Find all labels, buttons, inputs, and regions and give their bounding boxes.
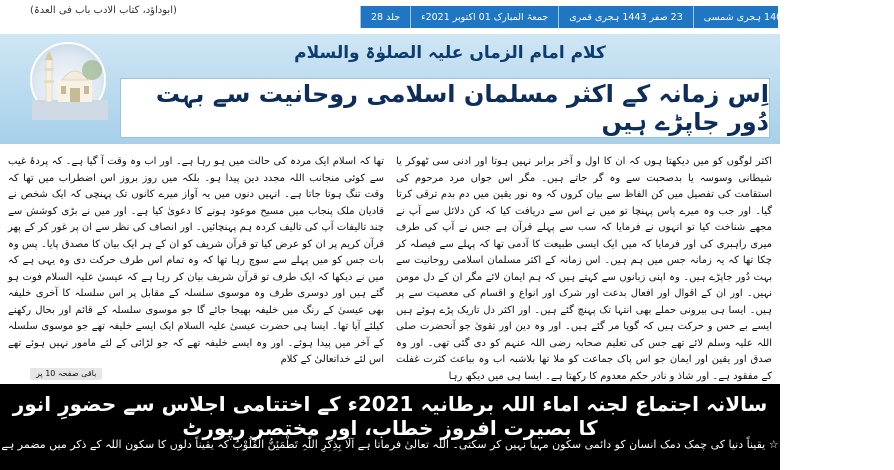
article-columns xyxy=(8,154,772,382)
main-title-box xyxy=(120,78,770,138)
bottom-headline[interactable]: سالانہ اجتماع لجنہ اماء اللہ برطانیہ 2021ء کے اختتامی اجلاس سے حضورِ انور کا بصیرت افروز خطاب، اور مختصر رپورٹ xyxy=(12,392,768,440)
issue-shamsi-date: 01 اخاء 1400 ہجری شمسی xyxy=(693,6,832,28)
article-column-left: تھا کہ اسلام ایک مردہ کی حالت میں ہو رہا ہے۔ اور اب وہ وقت آ گیا ہے۔ کہ پردۂ غیب سے کوئی منجانب اللہ مجدد دین پیدا ہو۔ بلکہ میں روز بروز اس اضطراب میں تھا کہ وقت تنگ ہوتا جاتا ہے۔ انہیں دنوں میں یہ آواز میرے کانوں تک پہنچی کہ ایک شخص نے قادیان ملک پنجاب میں مسیح موعود ہونے کا دعویٰ کیا ہے۔ اور میں نے بڑی کوشش سے چند تالیفات آپ کی تالیف کردہ ہم پہنچائیں۔ اور انصاف کی نظر سے ان پر غور کر کے پھر قرآن کریم پر ان کو عرض کیا تو قرآن شریف کو ان کے ہر ایک بیان کا مصدق پایا۔ پس وہ بات جس کو میں پہلے سے سوچ رہا تھا کہ وہ تمام اس طرف حرکت دی وہ یہی ہے کہ میں نے دیکھا کہ ایک طرف تو قرآن شریف بیان کر رہا ہے کہ عیسیٰ علیہ السلام فوت ہو گئے ہیں اور دوسری طرف وہ موسوی سلسلہ کے مقابل پر اس سلسلہ کا آخری خلیفہ بھی عیسیٰ کے رنگ میں خلیفہ بھیجا جائے گا جو موسوی سلسلہ کے قائم اور بحال رکھنے کیلئے آیا تھا۔ ایسا ہی حضرت عیسیٰ علیہ السلام ایک ایسے خلیفہ تھے جو موسوی سلسلہ کے آخر میں پیدا ہوئے۔ اور وہ ایسے خلیفہ تھے کہ جو لڑائی کے لئے مامور نہیں ہوئے تھے اس لئے خداتعالیٰ کے کلام xyxy=(8,156,384,365)
mosque-icon xyxy=(30,42,106,118)
issue-volume: جلد 28 xyxy=(360,6,410,28)
top-quote-text: (ابوداؤد، کتاب الادب باب فی العدۃ) xyxy=(30,5,177,16)
top-quote xyxy=(0,0,330,22)
issue-info-strip xyxy=(360,6,884,28)
bottom-subheadline: ☆ یقیناً دنیا کی چمک دمک انسان کو دائمی سکون مہیا نہیں کر سکتی۔ اللہ تعالیٰ فرماتا ہے اَلَا بِذِکْرِ اللّٰہِ تَطْمَئِنُّ الْقُلُوْبُ کہ یقیناً دلوں کا سکون اللہ کے ذکر میں مضمر ہے xyxy=(1,438,779,451)
issue-day-date: جمعۃ المبارک 01 اکتوبر 2021ء xyxy=(410,6,558,28)
main-title: اِس زمانہ کے اکثر مسلمان اسلامی روحانیت سے بہت دُور جاپڑے ہیں xyxy=(155,80,769,136)
continued-page-tag: باقی صفحہ 10 پر xyxy=(30,368,102,380)
article-column-right: اکثر لوگوں کو میں دیکھتا ہوں کہ ان کا اول و آخر برابر نہیں ہوتا اور ادنی سی ٹھوکر یا شیطانی وسوسہ یا بدصحبت سے وہ گر جاتے ہیں۔ مگر اس جواں مرد مرحوم کی استقامت کی تفصیل میں کن الفاظ سے بیان کروں کہ وہ نور یقین میں دم بدم ترقی کرتا گیا۔ اور جب وہ میرے پاس پہنچا تو میں نے اس سے دریافت کیا کہ کن دلائل سے آپ نے مجھے شناخت کیا تو انہوں نے فرمایا کہ سب سے پہلے قرآن ہے جس نے آپ کی طرف میری راہبری کی اور فرمایا کہ میں ایک ایسی طبیعت کا آدمی تھا کہ پہلے سے فیصلہ کر چکا تھا کہ یہ زمانہ جس میں ہم ہیں۔ اس زمانہ کے اکثر مسلمان اسلامی روحانیت سے بہت دُور جاپڑے ہیں۔ وہ اپنی زبانوں سے کہتے ہیں کہ ہم ایمان لائے مگر ان کے دل مومن نہیں۔ اور ان کے اقوال اور افعال بدعت اور شرک اور انواع و اقسام کی معصیت سے پر ہیں۔ ایسا ہی بیرونی حملے بھی انتہا تک پہنچ گئے ہیں۔ اور اکثر دل تاریک پڑے ہوئے ہیں ایسے بے حس و حرکت ہیں کہ گویا مر گئے ہیں۔ اور وہ دین اور تقویٰ جو آنحضرت صلی اللہ علیہ وسلم لائے تھے جس کی تعلیم صحابہ رضی اللہ عنہم کو دی گئی تھی۔ اور وہ صدق اور یقین اور ایمان جو اس پاک جماعت کو ملا تھا بلاشبہ اب وہ بباعث کثرت غفلت کے مفقود ہے۔ اور شاذ و نادر حکم معدوم کا رکھتا ہے۔ ایسا ہی میں دیکھ رہا xyxy=(396,156,772,382)
issue-number: شمارہ 79 xyxy=(842,11,884,23)
issue-hijri-date: 23 صفر 1443 ہجری قمری xyxy=(558,6,693,28)
kalam-title: کلام امام الزماں علیہ الصلوٰۃ والسلام xyxy=(294,43,606,63)
